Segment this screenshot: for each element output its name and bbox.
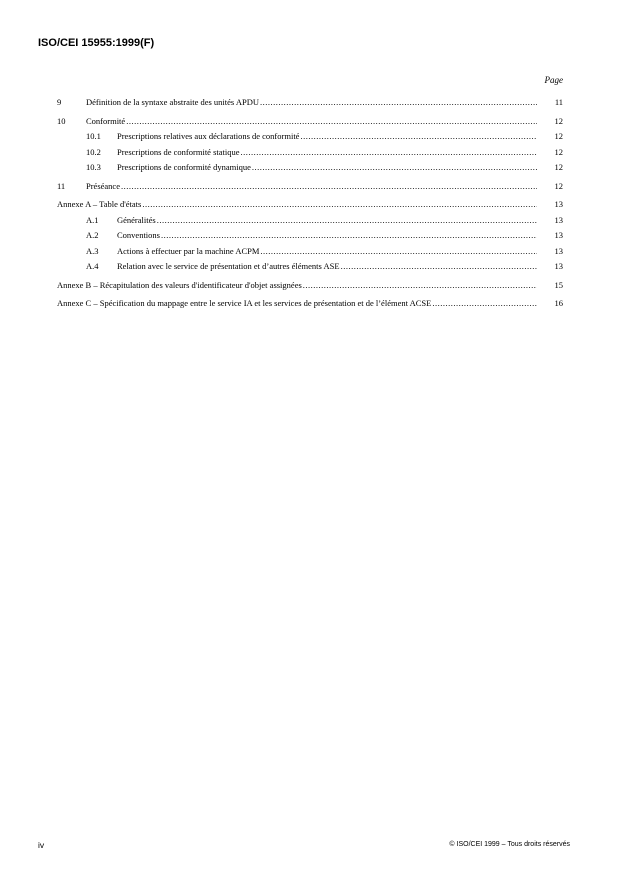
copyright-notice: © ISO/CEI 1999 – Tous droits réservés bbox=[449, 841, 570, 848]
toc-entry-number: A.2 bbox=[86, 230, 99, 240]
toc-entry[interactable] bbox=[57, 95, 563, 111]
toc-entry-number: 11 bbox=[57, 180, 66, 191]
dot-leader bbox=[303, 278, 537, 294]
page-number: iv bbox=[38, 840, 45, 850]
toc-entry-title: Prescriptions de conformité dynamique bbox=[117, 162, 251, 172]
toc-entry-title: Prescriptions de conformité statique bbox=[117, 146, 240, 157]
toc-entry-number: 9 bbox=[57, 97, 62, 107]
toc-entry-number: A.3 bbox=[86, 245, 99, 256]
dot-leader bbox=[142, 197, 537, 213]
toc-entry[interactable] bbox=[57, 228, 563, 244]
toc-entry[interactable] bbox=[57, 160, 563, 176]
toc-entry-page: 12 bbox=[554, 131, 563, 141]
toc-entry-page: 12 bbox=[554, 162, 563, 172]
toc-entry-annex[interactable] bbox=[57, 197, 563, 213]
dot-leader bbox=[341, 259, 537, 275]
dot-leader bbox=[126, 114, 537, 130]
page-column-label: Page bbox=[544, 75, 563, 85]
dot-leader bbox=[161, 228, 537, 244]
toc-entry-number: 10 bbox=[57, 115, 66, 126]
toc-entry-title: Actions à effectuer par la machine ACPM bbox=[117, 245, 260, 256]
toc-entry-page: 12 bbox=[554, 115, 563, 126]
toc-entry-page: 11 bbox=[554, 97, 563, 107]
toc-entry[interactable] bbox=[57, 213, 563, 229]
toc-entry-annex[interactable] bbox=[57, 278, 563, 294]
toc-entry-title: Annexe C – Spécification du mappage entre le service IA et les services de présentation et de l’élément ACSE bbox=[57, 298, 432, 308]
toc-entry-page: 12 bbox=[554, 146, 563, 157]
toc-entry[interactable] bbox=[57, 129, 563, 145]
dot-leader bbox=[300, 129, 537, 145]
toc-entry-title: Annexe A – Table d'états bbox=[57, 199, 142, 209]
toc-entry-page: 15 bbox=[554, 279, 563, 290]
toc-entry-number: 10.3 bbox=[86, 162, 101, 172]
dot-leader bbox=[260, 244, 537, 260]
toc-entry-title: Définition de la syntaxe abstraite des unités APDU bbox=[86, 97, 260, 107]
toc-entry[interactable] bbox=[57, 179, 563, 195]
toc-entry-title: Préséance bbox=[86, 180, 120, 191]
toc-entry-number: 10.2 bbox=[86, 146, 101, 157]
dot-leader bbox=[260, 95, 537, 111]
toc-entry-page: 16 bbox=[554, 298, 563, 308]
toc-entry-page: 13 bbox=[554, 245, 563, 256]
dot-leader bbox=[252, 160, 537, 176]
document-id: ISO/CEI 15955:1999(F) bbox=[38, 37, 155, 49]
toc-entry[interactable] bbox=[57, 114, 563, 130]
toc-entry-page: 12 bbox=[554, 180, 563, 191]
toc-entry-page: 13 bbox=[554, 261, 563, 271]
toc-entry[interactable] bbox=[57, 259, 563, 275]
dot-leader bbox=[241, 145, 537, 161]
dot-leader bbox=[121, 179, 537, 195]
table-of-contents bbox=[57, 95, 563, 312]
toc-entry-title: Conventions bbox=[117, 230, 160, 240]
dot-leader bbox=[432, 296, 537, 312]
toc-entry-number: A.1 bbox=[86, 214, 99, 225]
dot-leader bbox=[157, 213, 537, 229]
toc-entry-annex[interactable] bbox=[57, 296, 563, 312]
toc-entry-title: Conformité bbox=[86, 115, 126, 126]
toc-entry-page: 13 bbox=[554, 214, 563, 225]
toc-entry-number: A.4 bbox=[86, 261, 99, 271]
toc-entry-page: 13 bbox=[554, 199, 563, 209]
toc-entry-title: Prescriptions relatives aux déclarations de conformité bbox=[117, 131, 300, 141]
toc-entry-page: 13 bbox=[554, 230, 563, 240]
toc-entry[interactable] bbox=[57, 244, 563, 260]
toc-entry-title: Généralités bbox=[117, 214, 156, 225]
toc-entry-number: 10.1 bbox=[86, 131, 101, 141]
toc-entry[interactable] bbox=[57, 145, 563, 161]
toc-entry-title: Relation avec le service de présentation et d’autres éléments ASE bbox=[117, 261, 340, 271]
toc-entry-title: Annexe B – Récapitulation des valeurs d'identificateur d'objet assignées bbox=[57, 279, 302, 290]
